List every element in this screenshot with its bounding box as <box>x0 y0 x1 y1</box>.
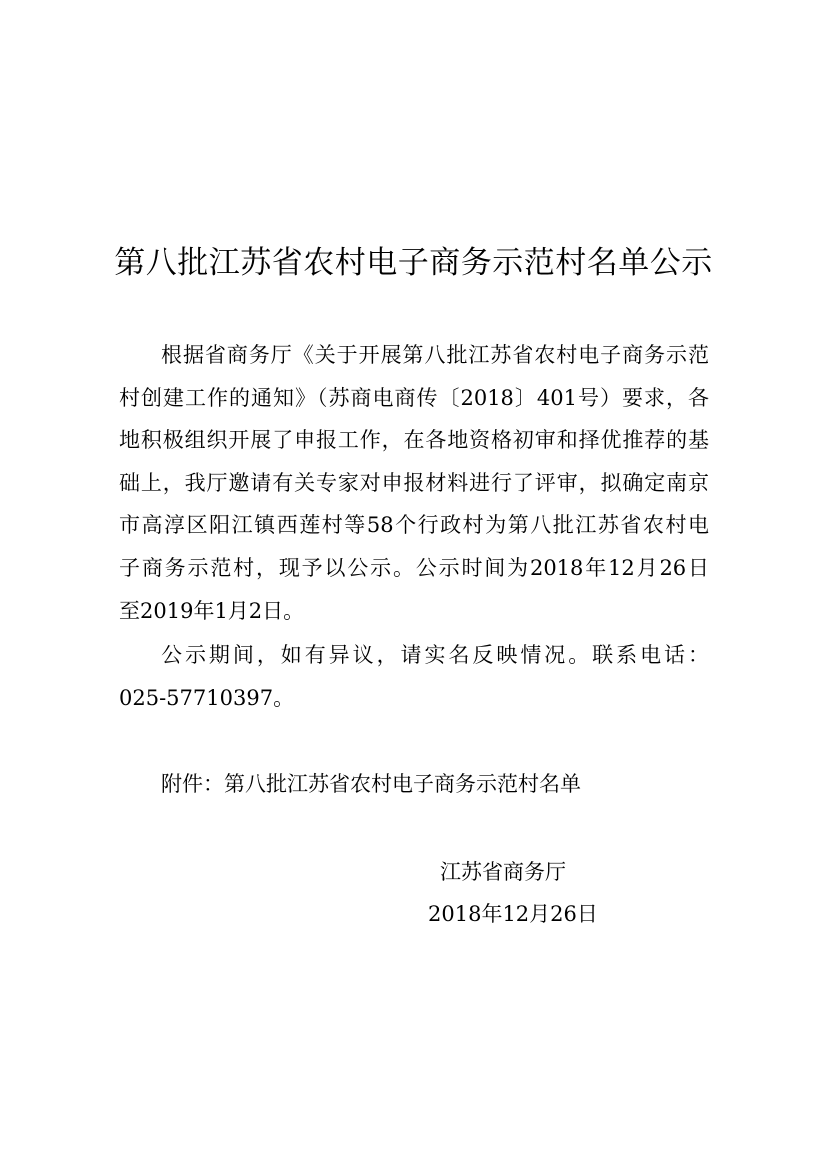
contact-paragraph <box>119 640 709 725</box>
body-paragraph <box>119 340 709 638</box>
body-line: 地积极组织开展了申报工作，在各地资格初审和择优推荐的基 <box>119 428 709 453</box>
attachment-paragraph <box>119 769 709 812</box>
body-line: 村创建工作的通知》（苏商电商传〔2018〕401号）要求，各 <box>119 385 709 410</box>
document-title: 第八批江苏省农村电子商务示范村名单公示 <box>114 245 713 281</box>
body-line: 根据省商务厅《关于开展第八批江苏省农村电子商务示范 <box>161 343 709 367</box>
body-line: 子商务示范村，现予以公示。公示时间为2018年12月26日 <box>119 555 709 580</box>
body-line: 市高淳区阳江镇西莲村等58个行政村为第八批江苏省农村电 <box>119 513 709 538</box>
sign-date: 2018年12月26日 <box>428 902 598 926</box>
attachment-note: 附件：第八批江苏省农村电子商务示范村名单 <box>161 772 581 796</box>
signer: 江苏省商务厅 <box>440 860 566 884</box>
contact-phone: 025-57710397。 <box>119 685 295 710</box>
contact-line: 公示期间，如有异议，请实名反映情况。联系电话： <box>161 643 709 667</box>
body-line: 至2019年1月2日。 <box>119 598 305 623</box>
body-line: 础上，我厅邀请有关专家对申报材料进行了评审，拟确定南京 <box>119 470 709 495</box>
